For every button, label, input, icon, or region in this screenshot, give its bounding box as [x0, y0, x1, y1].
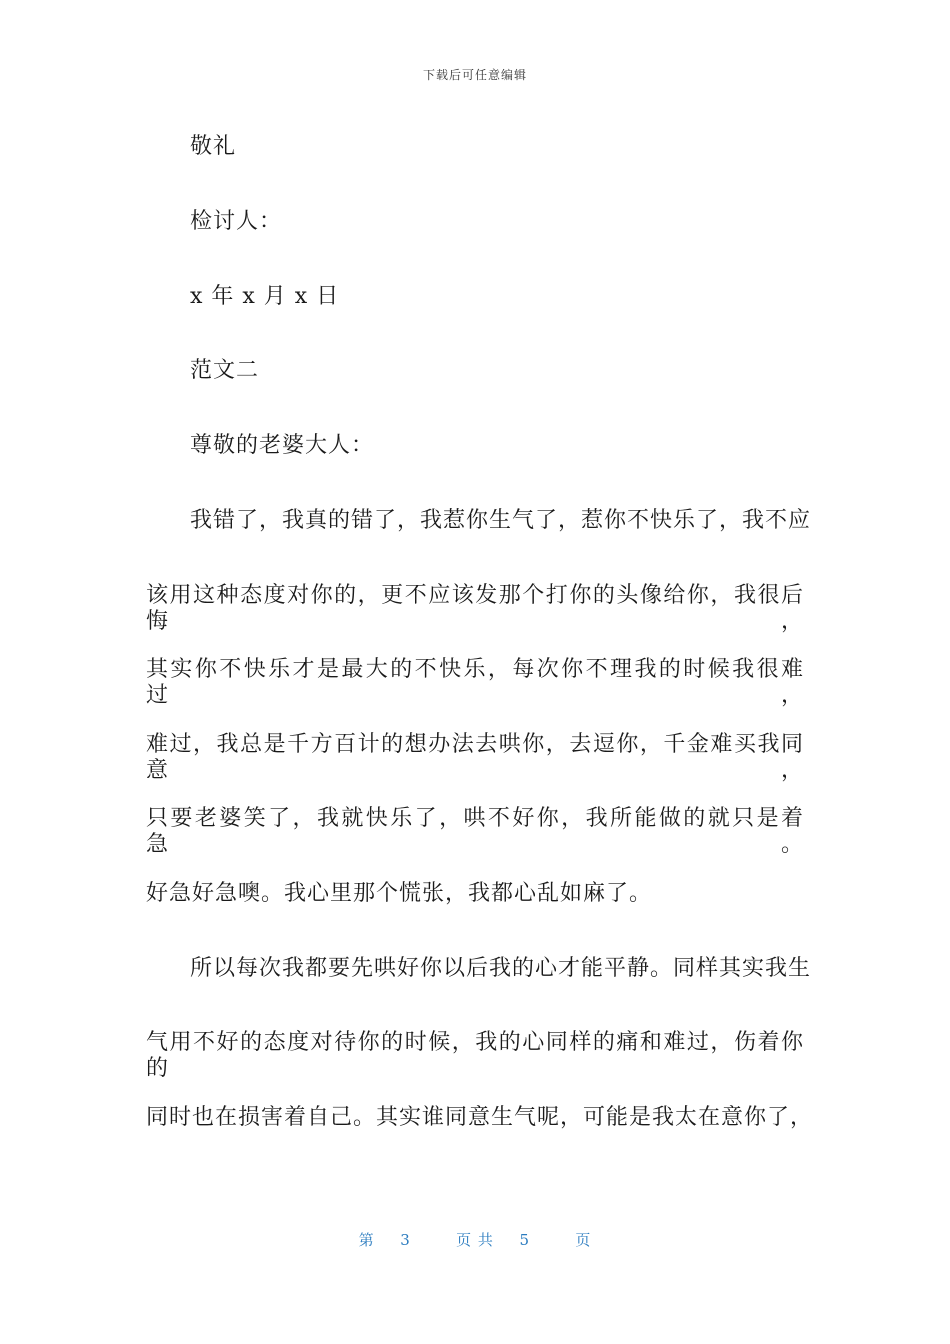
letter-greeting: 尊敬的老婆大人： [190, 433, 375, 458]
footer-middle: 页 共 [456, 1231, 494, 1249]
closing-salutation: 敬礼 [190, 134, 237, 159]
paragraph-line: 同时也在损害着自己。其实谁同意生气呢，可能是我太在意你了， [146, 1105, 814, 1130]
paragraph-line: 好急好急噢。我心里那个慌张，我都心乱如麻了。 [146, 881, 653, 906]
signature-label: 检讨人： [190, 209, 283, 234]
section-title: 范文二 [190, 358, 260, 383]
date-line: x 年 x 月 x 日 [190, 284, 340, 309]
total-pages-number: 5 [519, 1231, 530, 1249]
paragraph-line: 难过，我总是千方百计的想办法去哄你，去逗你，千金难买我同意， [146, 732, 804, 783]
paragraph-line: 该用这种态度对你的，更不应该发那个打你的头像给你，我很后悔， [146, 583, 804, 634]
footer-prefix: 第 [358, 1231, 375, 1249]
current-page-number: 3 [400, 1231, 411, 1249]
paragraph-line: 我错了，我真的错了，我惹你生气了，惹你不快乐了，我不应 [190, 508, 812, 533]
page-header: 下载后可任意编辑 [422, 68, 527, 82]
footer-suffix: 页 [575, 1231, 592, 1249]
paragraph-line: 所以每次我都要先哄好你以后我的心才能平静。同样其实我生 [190, 956, 812, 981]
paragraph-line: 其实你不快乐才是最大的不快乐，每次你不理我的时候我很难过， [146, 657, 804, 708]
page-footer [0, 1229, 950, 1250]
paragraph-line: 只要老婆笑了，我就快乐了，哄不好你，我所能做的就只是着急。 [146, 806, 804, 857]
paragraph-line: 气用不好的态度对待你的时候，我的心同样的痛和难过，伤着你的 [146, 1030, 804, 1081]
